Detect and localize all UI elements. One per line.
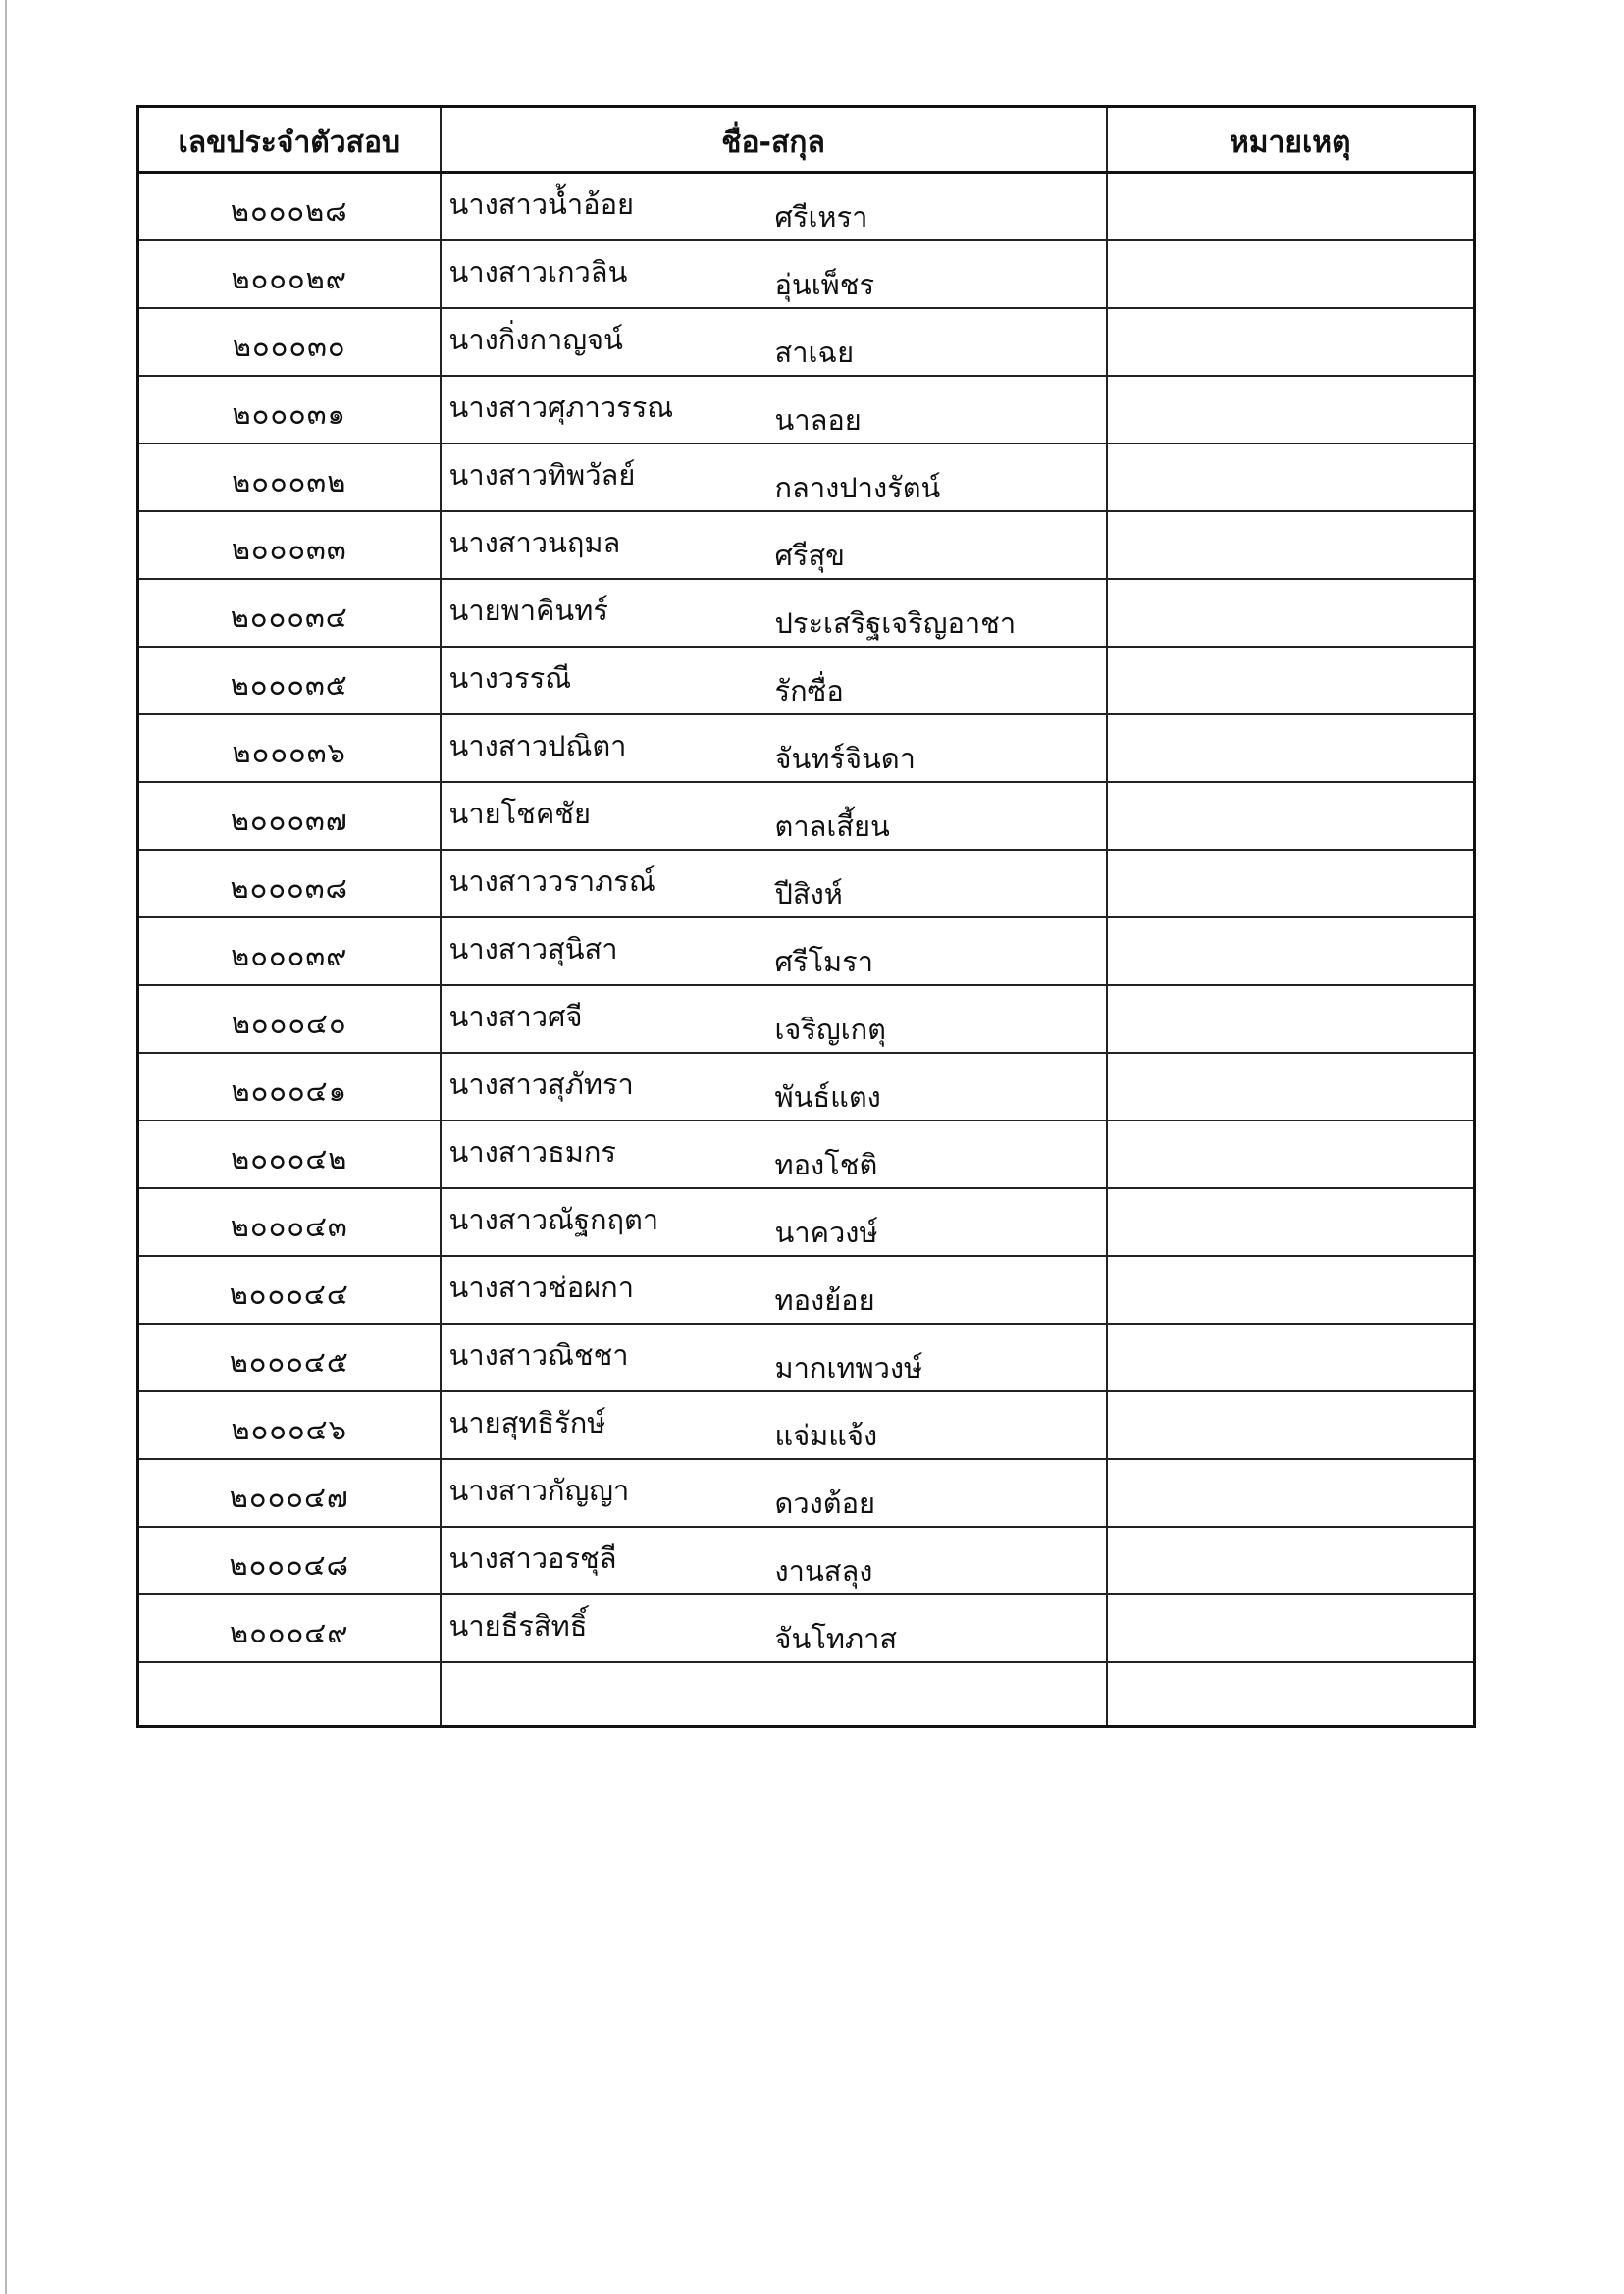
table-row bbox=[138, 1188, 1475, 1256]
table-row bbox=[138, 1256, 1475, 1324]
remark-cell bbox=[1107, 579, 1475, 647]
last-name: นาลอย bbox=[774, 403, 862, 437]
full-name-cell bbox=[441, 443, 1107, 511]
first-name: นางสาวณัฐกฤตา bbox=[448, 1203, 659, 1236]
full-name-cell bbox=[441, 1459, 1107, 1527]
table-row bbox=[138, 240, 1475, 308]
table-row bbox=[138, 443, 1475, 511]
full-name-cell bbox=[441, 917, 1107, 985]
exam-id: ๒๐๐๐๓๙ bbox=[138, 917, 441, 985]
full-name-cell bbox=[441, 1121, 1107, 1188]
table-row bbox=[138, 1527, 1475, 1594]
last-name: พันธ์แตง bbox=[774, 1080, 881, 1114]
exam-id: ๒๐๐๐๓๒ bbox=[138, 443, 441, 511]
first-name: นางวรรณี bbox=[448, 661, 572, 695]
header-exam-id: เลขประจำตัวสอบ bbox=[138, 107, 441, 173]
first-name: นางสาวช่อผกา bbox=[448, 1271, 634, 1304]
remark-cell bbox=[1107, 1256, 1475, 1324]
exam-id: ๒๐๐๐๓๖ bbox=[138, 714, 441, 782]
full-name-cell bbox=[441, 1527, 1107, 1594]
empty-table-row bbox=[138, 1662, 1475, 1726]
remark-cell bbox=[1107, 1121, 1475, 1188]
remark-cell bbox=[1107, 985, 1475, 1053]
last-name: ทองโชติ bbox=[774, 1148, 878, 1181]
exam-id: ๒๐๐๐๓๗ bbox=[138, 782, 441, 850]
first-name: นางสาวปณิตา bbox=[448, 729, 627, 762]
exam-roster-table bbox=[136, 105, 1476, 1728]
last-name: งานสลุง bbox=[774, 1554, 873, 1588]
last-name: เจริญเกตุ bbox=[774, 1013, 886, 1046]
table-row bbox=[138, 1053, 1475, 1121]
full-name-cell bbox=[441, 1324, 1107, 1391]
empty-cell bbox=[1107, 1662, 1475, 1726]
last-name: จันโทภาส bbox=[774, 1622, 898, 1655]
table-row bbox=[138, 917, 1475, 985]
last-name: ตาลเสี้ยน bbox=[774, 809, 890, 843]
first-name: นางสาวเกวลิน bbox=[448, 255, 628, 288]
first-name: นายโชคชัย bbox=[448, 797, 591, 830]
remark-cell bbox=[1107, 511, 1475, 579]
table-row bbox=[138, 782, 1475, 850]
remark-cell bbox=[1107, 173, 1475, 241]
first-name: นางสาวศจี bbox=[448, 1000, 583, 1033]
header-full-name: ชื่อ-สกุล bbox=[441, 107, 1107, 173]
exam-id: ๒๐๐๐๓๕ bbox=[138, 647, 441, 714]
full-name-cell bbox=[441, 376, 1107, 443]
table-row bbox=[138, 173, 1475, 241]
last-name: นาควงษ์ bbox=[774, 1216, 878, 1249]
first-name: นางสาววราภรณ์ bbox=[448, 864, 655, 898]
last-name: ทองย้อย bbox=[774, 1283, 875, 1317]
table-row bbox=[138, 985, 1475, 1053]
remark-cell bbox=[1107, 917, 1475, 985]
first-name: นางสาวศุภาวรรณ bbox=[448, 391, 674, 424]
first-name: นายพาคินทร์ bbox=[448, 594, 608, 627]
full-name-cell bbox=[441, 511, 1107, 579]
empty-cell bbox=[441, 1662, 1107, 1726]
last-name: รักซื่อ bbox=[774, 674, 844, 707]
table-row bbox=[138, 579, 1475, 647]
first-name: นางสาวสุนิสา bbox=[448, 932, 618, 965]
full-name-cell bbox=[441, 782, 1107, 850]
remark-cell bbox=[1107, 376, 1475, 443]
table-row bbox=[138, 1594, 1475, 1662]
last-name: ศรีเหรา bbox=[774, 200, 868, 234]
first-name: นายธีรสิทธิ์ bbox=[448, 1609, 588, 1642]
scan-edge-line bbox=[5, 0, 7, 2294]
first-name: นางกิ่งกาญจน์ bbox=[448, 323, 623, 356]
first-name: นางสาวสุภัทรา bbox=[448, 1068, 634, 1101]
exam-id: ๒๐๐๐๓๓ bbox=[138, 511, 441, 579]
exam-id: ๒๐๐๐๔๓ bbox=[138, 1188, 441, 1256]
full-name-cell bbox=[441, 579, 1107, 647]
remark-cell bbox=[1107, 647, 1475, 714]
full-name-cell bbox=[441, 985, 1107, 1053]
first-name: นายสุทธิรักษ์ bbox=[448, 1406, 606, 1439]
empty-cell bbox=[138, 1662, 441, 1726]
remark-cell bbox=[1107, 1527, 1475, 1594]
last-name: แจ่มแจ้ง bbox=[774, 1419, 878, 1452]
last-name: กลางปางรัตน์ bbox=[774, 471, 941, 504]
last-name: ประเสริฐเจริญอาชา bbox=[774, 606, 1017, 640]
remark-cell bbox=[1107, 443, 1475, 511]
full-name-cell bbox=[441, 1188, 1107, 1256]
last-name: ศรีโมรา bbox=[774, 945, 874, 978]
last-name: ปีสิงห์ bbox=[774, 877, 843, 911]
first-name: นางสาวทิพวัลย์ bbox=[448, 458, 636, 492]
table-row bbox=[138, 376, 1475, 443]
full-name-cell bbox=[441, 173, 1107, 241]
remark-cell bbox=[1107, 1459, 1475, 1527]
exam-id: ๒๐๐๐๒๙ bbox=[138, 240, 441, 308]
full-name-cell bbox=[441, 1053, 1107, 1121]
remark-cell bbox=[1107, 1594, 1475, 1662]
full-name-cell bbox=[441, 714, 1107, 782]
remark-cell bbox=[1107, 308, 1475, 376]
exam-id: ๒๐๐๐๒๘ bbox=[138, 173, 441, 241]
exam-id: ๒๐๐๐๔๕ bbox=[138, 1324, 441, 1391]
exam-id: ๒๐๐๐๓๐ bbox=[138, 308, 441, 376]
last-name: สาเฉย bbox=[774, 336, 855, 369]
first-name: นางสาวกัญญา bbox=[448, 1474, 630, 1507]
full-name-cell bbox=[441, 1256, 1107, 1324]
exam-id: ๒๐๐๐๔๒ bbox=[138, 1121, 441, 1188]
full-name-cell bbox=[441, 1391, 1107, 1459]
last-name: มากเทพวงษ์ bbox=[774, 1351, 923, 1384]
last-name: ศรีสุข bbox=[774, 539, 846, 572]
table-row bbox=[138, 1324, 1475, 1391]
exam-id: ๒๐๐๐๔๐ bbox=[138, 985, 441, 1053]
last-name: อุ่นเพ็ชร bbox=[774, 268, 875, 301]
full-name-cell bbox=[441, 1594, 1107, 1662]
exam-id: ๒๐๐๐๔๔ bbox=[138, 1256, 441, 1324]
table-row bbox=[138, 308, 1475, 376]
exam-id: ๒๐๐๐๔๖ bbox=[138, 1391, 441, 1459]
exam-id: ๒๐๐๐๔๙ bbox=[138, 1594, 441, 1662]
remark-cell bbox=[1107, 850, 1475, 917]
table-row bbox=[138, 1459, 1475, 1527]
table-row bbox=[138, 1391, 1475, 1459]
remark-cell bbox=[1107, 1053, 1475, 1121]
remark-cell bbox=[1107, 714, 1475, 782]
full-name-cell bbox=[441, 850, 1107, 917]
full-name-cell bbox=[441, 308, 1107, 376]
remark-cell bbox=[1107, 782, 1475, 850]
table-row bbox=[138, 714, 1475, 782]
exam-id: ๒๐๐๐๔๑ bbox=[138, 1053, 441, 1121]
last-name: ดวงต้อย bbox=[774, 1486, 876, 1520]
exam-id: ๒๐๐๐๔๗ bbox=[138, 1459, 441, 1527]
header-remark: หมายเหตุ bbox=[1107, 107, 1475, 173]
remark-cell bbox=[1107, 240, 1475, 308]
first-name: นางสาวณิชชา bbox=[448, 1338, 629, 1372]
full-name-cell bbox=[441, 240, 1107, 308]
table-row bbox=[138, 850, 1475, 917]
first-name: นางสาวธมกร bbox=[448, 1135, 616, 1169]
exam-id: ๒๐๐๐๓๘ bbox=[138, 850, 441, 917]
full-name-cell bbox=[441, 647, 1107, 714]
remark-cell bbox=[1107, 1188, 1475, 1256]
first-name: นางสาวน้ำอ้อย bbox=[448, 187, 634, 221]
table-row bbox=[138, 511, 1475, 579]
exam-id: ๒๐๐๐๓๑ bbox=[138, 376, 441, 443]
remark-cell bbox=[1107, 1324, 1475, 1391]
last-name: จันทร์จินดา bbox=[774, 742, 916, 775]
exam-id: ๒๐๐๐๔๘ bbox=[138, 1527, 441, 1594]
first-name: นางสาวนฤมล bbox=[448, 526, 621, 559]
exam-id: ๒๐๐๐๓๔ bbox=[138, 579, 441, 647]
remark-cell bbox=[1107, 1391, 1475, 1459]
table-row bbox=[138, 1121, 1475, 1188]
first-name: นางสาวอรชุลี bbox=[448, 1541, 617, 1575]
table-header-row bbox=[138, 107, 1475, 173]
table-row bbox=[138, 647, 1475, 714]
